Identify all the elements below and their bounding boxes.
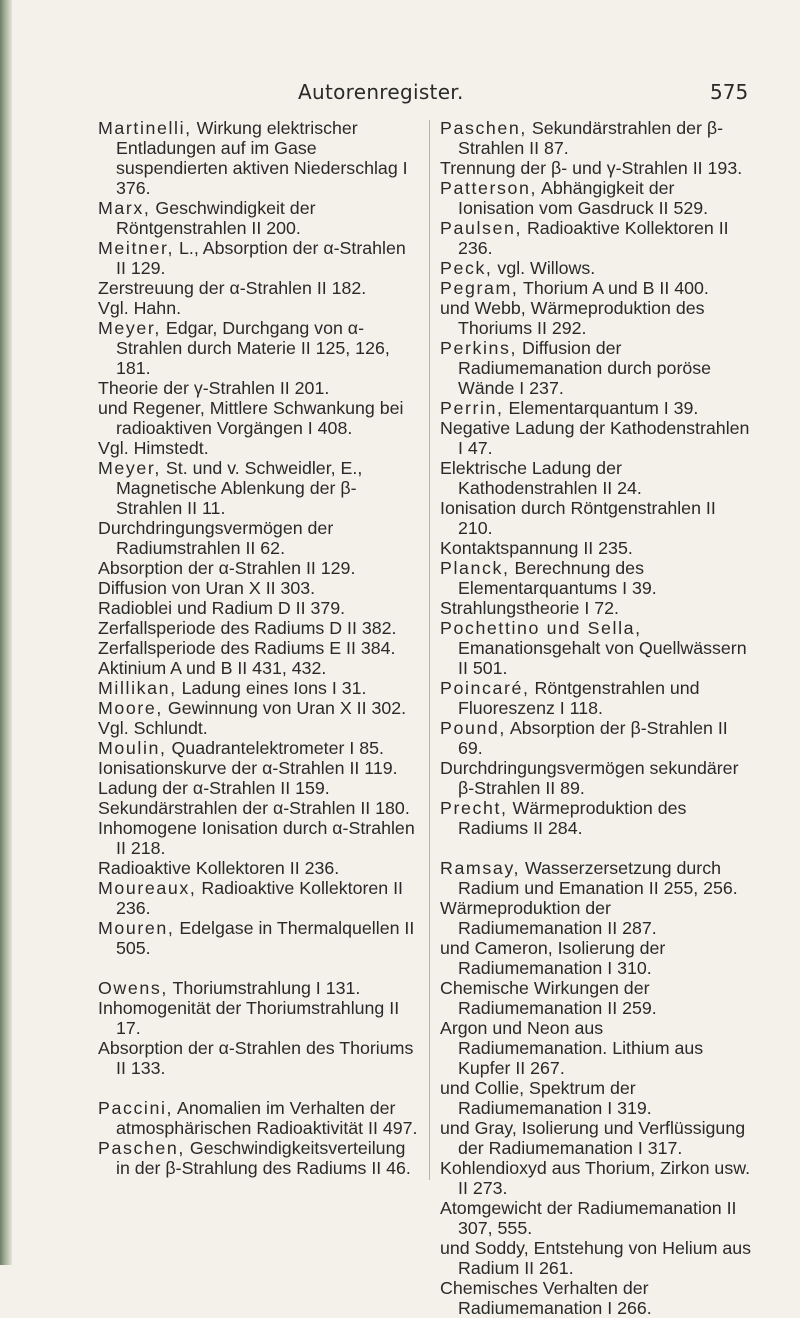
index-entry [98,878,418,918]
entry-text: Durchdringungsvermögen der Radiumstrahlen II 62. [98,518,334,558]
entry-text: Edelgase in Thermalquellen II 505. [116,918,415,958]
author-name: Perrin, [440,398,504,418]
entry-text: Theorie der γ-Strahlen II 201. [98,378,330,398]
entry-text: Radioaktive Kollektoren II 236. [458,218,729,258]
entry-text: Radioblei und Radium D II 379. [98,598,346,618]
entry-text: und Regener, Mittlere Schwankung bei radioaktiven Vorgängen I 408. [98,398,404,438]
index-subentry [98,438,418,458]
author-name: Planck, [440,558,510,578]
entry-text: Vgl. Schlundt. [98,718,208,738]
index-subentry [98,1038,418,1078]
author-name: Meitner, [98,238,175,258]
entry-text: L., Absorption der α-Strahlen II 129. [116,238,406,278]
index-entry [98,458,418,518]
entry-text: Wasserzersetzung durch Radium und Emanation II 255, 256. [458,858,738,898]
index-entry [98,118,418,198]
page-edge [0,0,12,1265]
entry-text: Inhomogenität der Thoriumstrahlung II 17. [98,998,400,1038]
entry-text: und Cameron, Isolierung der Radiumemanation I 310. [440,938,666,978]
entry-text: Elementarquantum I 39. [503,398,699,418]
entry-text: Ionisation durch Röntgenstrahlen II 210. [440,498,716,538]
index-subentry [98,518,418,558]
index-entry [440,618,752,678]
entry-text: Wärmeproduktion der Radiumemanation II 287. [440,898,657,938]
entry-text: Quadrantelektrometer I 85. [166,738,384,758]
index-entry [98,198,418,238]
entry-text: Chemisches Verhalten der Radiumemanation I 266. [440,1278,652,1318]
index-subentry [98,598,418,618]
entry-text: Vgl. Himstedt. [98,438,209,458]
entry-text: Absorption der α-Strahlen II 129. [98,558,356,578]
entry-text: Zerfallsperiode des Radiums E II 384. [98,638,396,658]
author-name: Ramsay, [440,858,521,878]
entry-text: Anomalien im Verhalten der atmosphärischen Radioaktivität II 497. [116,1098,418,1138]
left-column [98,118,418,1178]
index-entry [440,218,752,258]
author-name: Moore, [98,698,163,718]
entry-text: Inhomogene Ionisation durch α-Strahlen II 218. [98,818,415,858]
index-subentry [440,1078,752,1118]
entry-text: Wirkung elektrischer Entladungen auf im Gase suspendierten aktiven Niederschlag I 376. [116,118,408,198]
entry-text: Emanationsgehalt von Quellwässern II 501. [458,638,747,678]
entry-text: und Webb, Wärmeproduktion des Thoriums II 292. [440,298,705,338]
entry-text: Atomgewicht der Radiumemanation II 307, 555. [440,1198,737,1238]
index-subentry [440,938,752,978]
entry-text: Sekundärstrahlen der β-Strahlen II 87. [458,118,723,158]
entry-text: Radioaktive Kollektoren II 236. [98,858,340,878]
index-entry [98,918,418,958]
index-entry [98,678,418,698]
author-name: Perkins, [440,338,518,358]
index-subentry [440,1198,752,1238]
index-subentry [440,458,752,498]
author-name: Owens, [98,978,168,998]
author-name: Meyer, [98,458,161,478]
author-name: Marx, [98,198,151,218]
index-subentry [440,418,752,458]
index-entry [98,1138,418,1178]
entry-text: und Soddy, Entstehung von Helium aus Radium II 261. [440,1238,752,1278]
entry-text: Absorption der α-Strahlen des Thoriums II 133. [98,1038,414,1078]
index-entry [440,258,752,278]
index-subentry [98,578,418,598]
index-subentry [440,758,752,798]
author-name: Martinelli, [98,118,192,138]
entry-text: Absorption der β-Strahlen II 69. [458,718,728,758]
index-entry [440,718,752,758]
index-entry [98,698,418,718]
entry-text: Diffusion der Radiumemanation durch poröse Wände I 237. [458,338,712,398]
entry-text: vgl. Willows. [492,258,596,278]
author-name: Mouren, [98,918,175,938]
entry-text: Trennung der β- und γ-Strahlen II 193. [440,158,743,178]
entry-text: Berechnung des Elementarquantums I 39. [458,558,657,598]
entry-text: Wärmeproduktion des Radiums II 284. [458,798,687,838]
entry-text: Röntgenstrahlen und Fluoreszenz I 118. [458,678,700,718]
index-entry [98,238,418,278]
author-name: Pochettino und Sella, [440,618,642,638]
entry-text: Kontaktspannung II 235. [440,538,633,558]
entry-text: Edgar, Durchgang von α-Strahlen durch Materie II 125, 126, 181. [116,318,390,378]
entry-text: Zerstreuung der α-Strahlen II 182. [98,278,367,298]
entry-text: Argon und Neon aus Radiumemanation. Lithium aus Kupfer II 267. [440,1018,704,1078]
entry-text: Geschwindigkeitsverteilung in der β-Strahlung des Radiums II 46. [116,1138,411,1178]
index-subentry [440,978,752,1018]
entry-text: Thorium A und B II 400. [518,278,709,298]
entry-text: St. und v. Schweidler, E., Magnetische Ablenkung der β-Strahlen II 11. [116,458,363,518]
index-subentry [440,298,752,338]
index-subentry [98,778,418,798]
index-entry [98,318,418,378]
author-name: Paccini, [98,1098,174,1118]
index-subentry [98,378,418,398]
index-entry [98,738,418,758]
author-name: Paschen, [98,1138,185,1158]
author-name: Paulsen, [440,218,522,238]
index-entry [98,978,418,998]
index-entry [440,798,752,838]
index-subentry [98,278,418,298]
entry-text: Negative Ladung der Kathodenstrahlen I 47. [440,418,750,458]
index-subentry [440,1278,752,1318]
entry-text: Ladung eines Ions I 31. [176,678,367,698]
index-subentry [98,638,418,658]
entry-text: und Collie, Spektrum der Radiumemanation I 319. [440,1078,652,1118]
author-name: Meyer, [98,318,161,338]
index-subentry [98,298,418,318]
index-subentry [98,658,418,678]
entry-text: Gewinnung von Uran X II 302. [162,698,407,718]
entry-text: Ladung der α-Strahlen II 159. [98,778,330,798]
author-name: Millikan, [98,678,177,698]
entry-text: Kohlendioxyd aus Thorium, Zirkon usw. II 273. [440,1158,751,1198]
index-entry [440,118,752,158]
entry-text: Sekundärstrahlen der α-Strahlen II 180. [98,798,410,818]
index-entry [98,1098,418,1138]
author-name: Peck, [440,258,493,278]
index-subentry [440,598,752,618]
author-name: Pound, [440,718,506,738]
author-name: Precht, [440,798,508,818]
index-subentry [98,718,418,738]
author-name: Pegram, [440,278,519,298]
author-name: Moureaux, [98,878,197,898]
index-subentry [440,158,752,178]
entry-text: Geschwindigkeit der Röntgenstrahlen II 200. [116,198,316,238]
entry-text: Strahlungstheorie I 72. [440,598,619,618]
author-name: Paschen, [440,118,527,138]
index-subentry [98,798,418,818]
entry-text: Elektrische Ladung der Kathodenstrahlen II 24. [440,458,642,498]
index-subentry [98,998,418,1038]
entry-text: Thoriumstrahlung I 131. [167,978,361,998]
column-divider [429,120,430,1180]
index-entry [440,678,752,718]
right-column [440,118,752,1318]
author-name: Moulin, [98,738,167,758]
author-name: Poincaré, [440,678,530,698]
index-subentry [98,818,418,858]
index-subentry [98,858,418,878]
page-header [0,80,800,110]
index-subentry [440,498,752,538]
entry-text: Zerfallsperiode des Radiums D II 382. [98,618,397,638]
index-entry [440,858,752,898]
page-number: 575 [710,80,749,104]
index-subentry [440,1018,752,1078]
author-name: Patterson, [440,178,538,198]
entry-text: Chemische Wirkungen der Radiumemanation II 259. [440,978,657,1018]
index-subentry [440,1238,752,1278]
entry-text: Radioaktive Kollektoren II 236. [116,878,403,918]
entry-text: Vgl. Hahn. [98,298,182,318]
index-entry [440,398,752,418]
index-entry [440,558,752,598]
index-subentry [440,1118,752,1158]
index-entry [440,178,752,218]
running-title: Autorenregister. [298,80,464,104]
index-subentry [440,898,752,938]
entry-text: und Gray, Isolierung und Verflüssigung der Radiumemanation I 317. [440,1118,746,1158]
entry-text: Abhängigkeit der Ionisation vom Gasdruck II 529. [458,178,709,218]
index-entry [440,278,752,298]
index-subentry [98,758,418,778]
index-entry [440,338,752,398]
index-subentry [98,558,418,578]
entry-text: Diffusion von Uran X II 303. [98,578,316,598]
entry-text: Durchdringungsvermögen sekundärer β-Strahlen II 89. [440,758,739,798]
index-subentry [98,398,418,438]
entry-text: Aktinium A und B II 431, 432. [98,658,327,678]
index-subentry [98,618,418,638]
entry-text: Ionisationskurve der α-Strahlen II 119. [98,758,398,778]
index-subentry [440,1158,752,1198]
index-subentry [440,538,752,558]
